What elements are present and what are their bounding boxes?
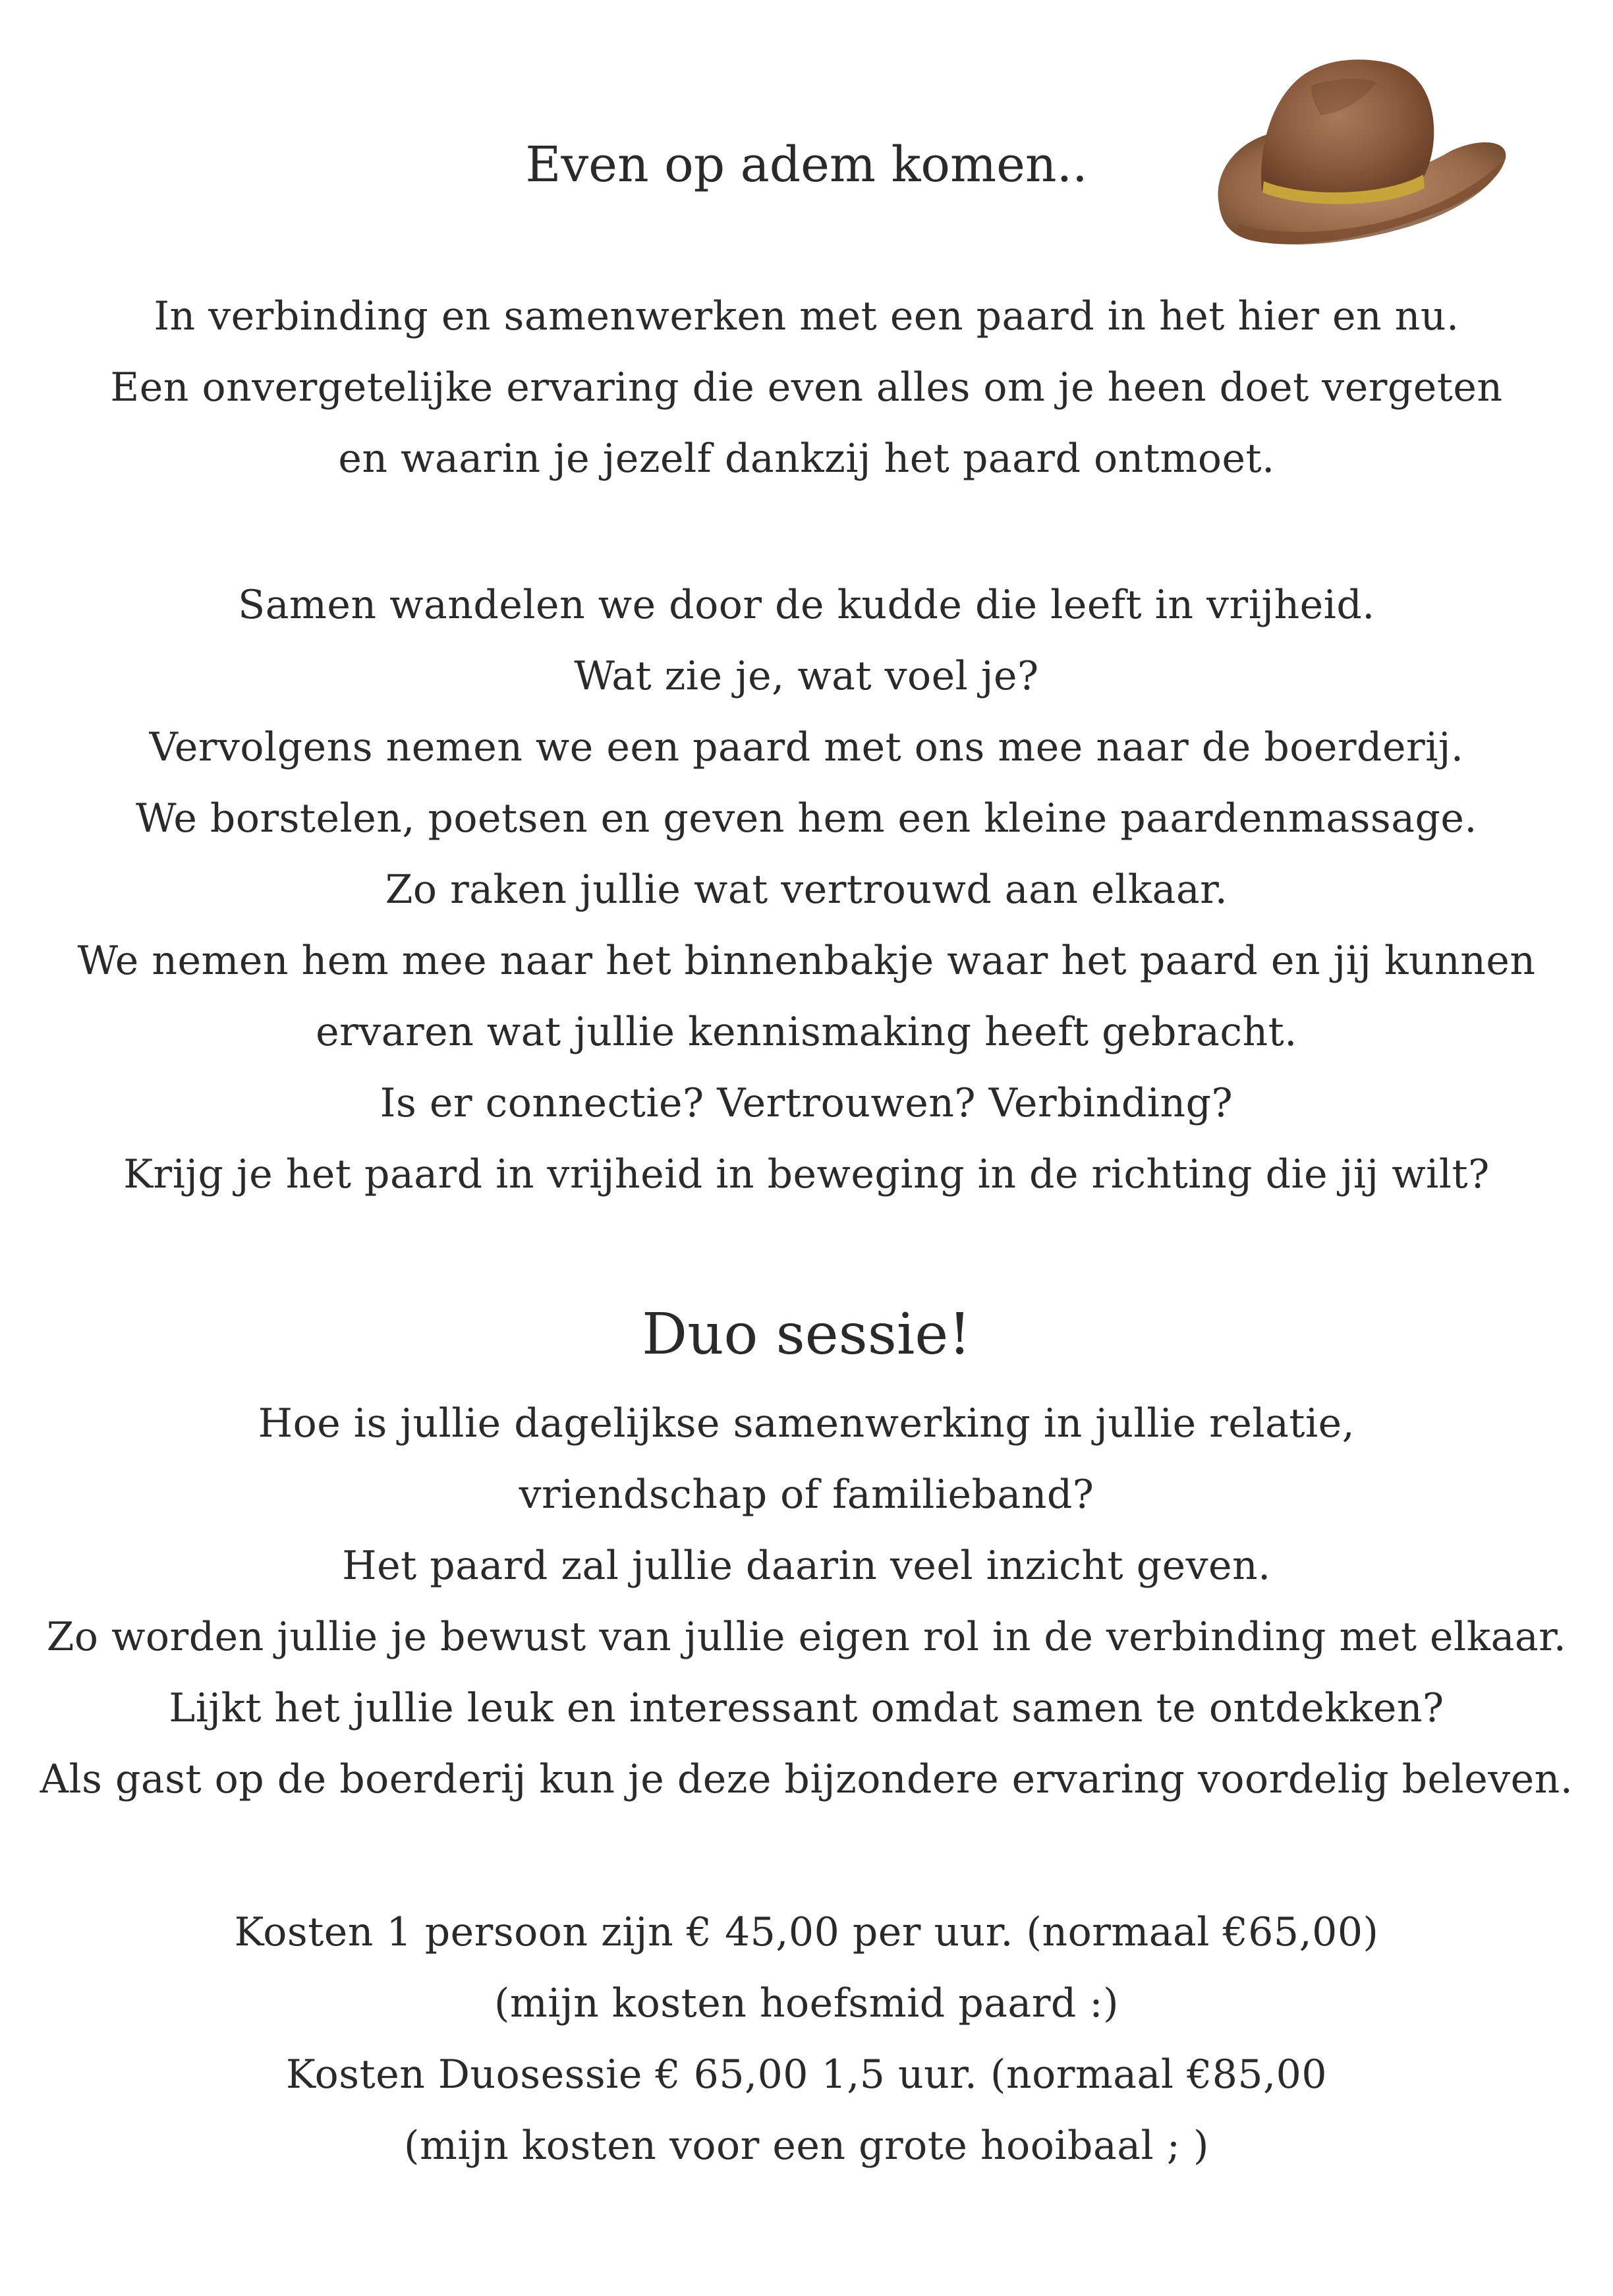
duo-line-3: Het paard zal jullie daarin veel inzicht geven.: [342, 1543, 1271, 1589]
duo-line-5: Lijkt het jullie leuk en interessant omdat samen te ontdekken?: [169, 1685, 1444, 1731]
duo-line-2: vriendschap of familieband?: [519, 1472, 1094, 1518]
walk-line-1: Samen wandelen we door de kudde die leeft in vrijheid.: [238, 582, 1375, 628]
price-line-3: Kosten Duosessie € 65,00 1,5 uur. (normaal €85,00: [285, 2052, 1328, 2098]
intro-line-3: en waarin je jezelf dankzij het paard ontmoet.: [338, 436, 1275, 482]
walk-line-4: We borstelen, poetsen en geven hem een kleine paardenmassage.: [136, 795, 1477, 842]
walk-line-2: Wat zie je, wat voel je?: [574, 653, 1039, 699]
price-line-2: (mijn kosten hoefsmid paard :): [494, 1980, 1119, 2026]
walk-line-6: We nemen hem mee naar het binnenbakje waar het paard en jij kunnen: [77, 938, 1536, 984]
price-line-4: (mijn kosten voor een grote hooibaal ; ): [404, 2123, 1209, 2169]
walk-line-3: Vervolgens nemen we een paard met ons mee naar de boerderij.: [149, 724, 1464, 770]
walk-line-9: Krijg je het paard in vrijheid in beweging in de richting die jij wilt?: [123, 1151, 1490, 1197]
walk-line-7: ervaren wat jullie kennismaking heeft gebracht.: [316, 1009, 1297, 1055]
duo-title: Duo sessie!: [642, 1302, 971, 1367]
intro-line-1: In verbinding en samenwerken met een paard in het hier en nu.: [154, 293, 1459, 339]
page-title: Even op adem komen..: [525, 136, 1088, 193]
walk-line-8: Is er connectie? Vertrouwen? Verbinding?: [380, 1080, 1233, 1126]
price-line-1: Kosten 1 persoon zijn € 45,00 per uur. (normaal €65,00): [234, 1909, 1379, 1955]
duo-line-1: Hoe is jullie dagelijkse samenwerking in jullie relatie,: [258, 1400, 1355, 1447]
intro-line-2: Een onvergetelijke ervaring die even alles om je heen doet vergeten: [110, 364, 1503, 411]
duo-line-6: Als gast op de boerderij kun je deze bijzondere ervaring voordelig beleven.: [40, 1756, 1573, 1802]
duo-line-4: Zo worden jullie je bewust van jullie eigen rol in de verbinding met elkaar.: [46, 1614, 1567, 1660]
walk-line-5: Zo raken jullie wat vertrouwd aan elkaar.: [385, 867, 1228, 913]
